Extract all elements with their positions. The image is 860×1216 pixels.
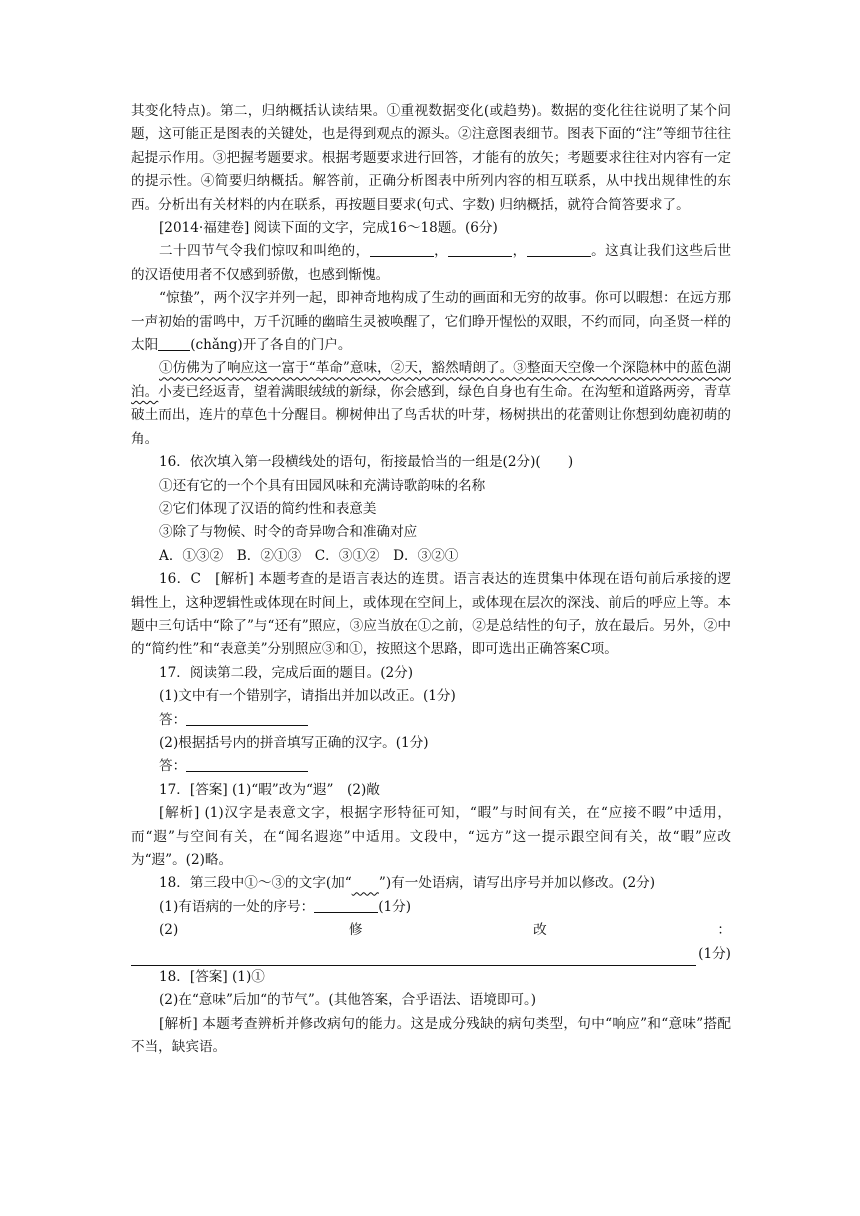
q18-explanation: [解析] 本题考查辨析并修改病句的能力。这是成分残缺的病句类型，句中“响应”和“意味”搭配不当，缺宾语。 [131, 1015, 731, 1056]
q17-answer-line-2: 答： [131, 755, 731, 778]
answer-blank-1 [186, 711, 308, 726]
intro-paragraph: 其变化特点)。第二，归纳概括认读结果。①重视数据变化(或趋势)。数据的变化往往说明了某个问题，这可能正是图表的关键处，也是得到观点的源头。②注意图表细节。图表下面的“注”等细节往往起提示作用。③把握考题要求。根据考题要求进行回答，才能有的放矢；考题要求往往对内容有一定的提示性。④简要归纳概括。解答前，正确分析图表中所列内容的相互联系，从中找出规律性的东西。分析出有关材料的内在联系，再按题目要求(句式、字数) 归纳概括，就符合简答要求了。 [131, 103, 731, 213]
document-page [131, 100, 731, 1060]
q17-answer-line-1: 答： [131, 709, 731, 732]
wavy-underlined-sentences: ①仿佛为了响应这一富于“革命”意味，②天，豁然晴朗了。③整面天空像一个深隐林中的蓝色湖泊。 [131, 360, 731, 400]
passage-paragraph-3: ①仿佛为了响应这一富于“革命”意味，②天，豁然晴朗了。③整面天空像一个深隐林中的蓝色湖泊。小麦已经返青，望着满眼绒绒的新绿，你会感到，绿色自身也有生命。在沟堑和道路两旁，青草破土而出，连片的草色十分醒目。柳树伸出了鸟舌状的叶芽，杨树拱出的花蕾则让你想到幼鹿初萌的角。 [131, 360, 732, 447]
wavy-mark-sample [352, 875, 379, 891]
passage-paragraph-2: “惊蛰”，两个汉字并列一起，即神奇地构成了生动的画面和无穷的故事。你可以暇想：在远方那一声初始的雷鸣中，万千沉睡的幽暗生灵被唤醒了，它们睁开惺忪的双眼，不约而同，向圣贤一样的太阳 (chǎng)开了各自的门户。 [131, 290, 731, 354]
passage-paragraph-1: 二十四节气令我们惊叹和叫绝的， ， ， 。这真让我们这些后世的汉语使用者不仅感到骄傲，也感到惭愧。 [131, 243, 732, 283]
answer-blank-4 [131, 949, 696, 966]
q16-option-3: ③除了与物候、时令的奇异吻合和准确对应 [159, 524, 418, 541]
blank-1 [370, 242, 434, 257]
q16-stem: 16．依次填入第一段横线处的语句，衔接最恰当的一组是(2分)( ) [159, 454, 574, 471]
q17-stem: 17．阅读第二段，完成后面的题目。(2分) [159, 664, 414, 681]
q18-answer-2: (2)在“意味”后加“的节气”。(其他答案，合乎语法、语境即可。) [159, 992, 537, 1009]
q18-sub1: (1)有语病的一处的序号： (1分) [159, 898, 412, 915]
q18-sub2: (2) 修 改 ： [159, 922, 731, 939]
q16-option-2: ②它们体现了汉语的简约性和表意美 [159, 500, 377, 517]
q16-choices: A．①③② B．②①③ C．③①② D．③②① [159, 547, 459, 564]
q16-option-1: ①还有它的一个个具有田园风味和充满诗歌韵味的名称 [159, 477, 486, 494]
source-line: [2014·福建卷] 阅读下面的文字，完成16～18题。(6分) [159, 220, 498, 237]
q17-explanation: [解析] (1)汉字是表意文字，根据字形特征可知，“暇”与时间有关，在“应接不暇”中适用，而“遐”与空间有关，在“闻名遐迩”中适用。文段中，“远方”这一提示跟空间有关，故“暇”应改为“遐”。(2)略。 [131, 805, 732, 868]
q18-stem: 18．第三段中①～③的文字(加“ ”)有一处语病，请写出序号并加以修改。(2分) [159, 875, 656, 892]
blank-3 [527, 242, 591, 257]
q17-sub1: (1)文中有一个错别字，请指出并加以改正。(1分) [159, 688, 456, 705]
blank-pinyin [158, 336, 190, 351]
q16-answer: 16．C [解析] 本题考查的是语言表达的连贯。语言表达的连贯集中体现在语句前后承接的逻辑性上，这种逻辑性或体现在时间上，或体现在空间上，或体现在层次的深浅、前后的呼应上等。本题中三句话中“除了”与“还有”照应，③应当放在①之前，②是总结性的句子，放在最后。另外，②中的“简约性”和“表意美”分别照应③和①，按照这个思路，即可选出正确答案C项。 [131, 571, 731, 658]
answer-blank-2 [186, 757, 308, 772]
blank-2 [448, 242, 512, 257]
q18-answer-line: (1分) [131, 943, 731, 966]
q17-answer: 17．[答案] (1)“暇”改为“遐” (2)敞 [159, 781, 380, 798]
q17-sub2: (2)根据括号内的拼音填写正确的汉字。(1分) [159, 734, 429, 751]
answer-blank-3 [314, 898, 378, 913]
q18-answer: 18．[答案] (1)① [159, 969, 265, 986]
